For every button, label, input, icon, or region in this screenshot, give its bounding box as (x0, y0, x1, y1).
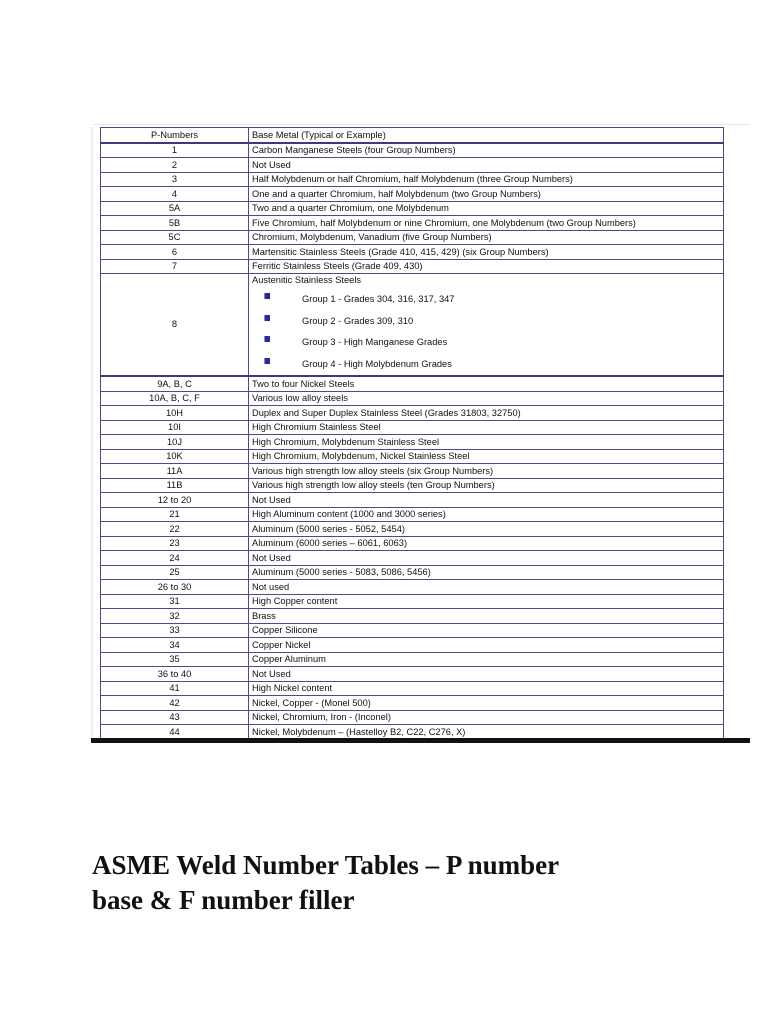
table-row (101, 652, 724, 667)
base-metal-cell: Not Used (249, 158, 724, 173)
table-body (101, 128, 724, 740)
table-row (101, 158, 724, 173)
base-metal-cell: Martensitic Stainless Steels (Grade 410, 415, 429) (six Group Numbers) (249, 245, 724, 260)
top-rule (93, 124, 750, 125)
table-row (101, 201, 724, 216)
grade-label: Group 4 - High Molybdenum Grades (302, 358, 452, 369)
table-row (101, 230, 724, 245)
base-metal-cell: Various high strength low alloy steels (six Group Numbers) (249, 464, 724, 479)
austenitic-title: Austenitic Stainless Steels (252, 275, 362, 285)
grade-label: Group 3 - High Manganese Grades (302, 337, 448, 347)
grade-label: Group 2 - Grades 309, 310 (302, 315, 414, 326)
p-number-cell: 6 (101, 245, 249, 260)
table-row (101, 623, 724, 638)
base-metal-cell: High Copper content (249, 594, 724, 609)
p-number-cell: 35 (101, 652, 249, 667)
table-row (101, 609, 724, 624)
base-metal-cell (249, 274, 724, 377)
table-row (101, 376, 724, 391)
bullet-icon (264, 315, 270, 321)
base-metal-cell: Aluminum (5000 series - 5083, 5086, 5456) (249, 565, 724, 580)
base-metal-cell: High Chromium, Molybdenum Stainless Steel (249, 435, 724, 450)
p-number-cell: 11B (101, 478, 249, 493)
table-header-row (101, 128, 724, 143)
table-row (101, 449, 724, 464)
p-number-cell: 5A (101, 201, 249, 216)
table-row (101, 143, 724, 158)
table-row (101, 725, 724, 740)
p-number-cell: 3 (101, 172, 249, 187)
p-number-cell: 8 (101, 274, 249, 377)
base-metal-cell: Not Used (249, 493, 724, 508)
table-row (101, 667, 724, 682)
grade-list (252, 289, 720, 375)
p-number-cell: 24 (101, 551, 249, 566)
base-metal-cell: Copper Aluminum (249, 652, 724, 667)
header-p-numbers: P-Numbers (101, 128, 249, 143)
table-row (101, 507, 724, 522)
table-row (101, 638, 724, 653)
p-number-cell: 34 (101, 638, 249, 653)
p-number-cell: 25 (101, 565, 249, 580)
table-row (101, 435, 724, 450)
base-metal-cell: Not used (249, 580, 724, 595)
p-number-cell: 23 (101, 536, 249, 551)
base-metal-cell: Half Molybdenum or half Chromium, half Molybdenum (three Group Numbers) (249, 172, 724, 187)
base-metal-cell: Various high strength low alloy steels (ten Group Numbers) (249, 478, 724, 493)
table-row (101, 172, 724, 187)
table-row-group-8 (101, 274, 724, 377)
p-number-cell: 10I (101, 420, 249, 435)
base-metal-cell: High Chromium, Molybdenum, Nickel Stainless Steel (249, 449, 724, 464)
p-number-cell: 9A, B, C (101, 376, 249, 391)
p-number-cell: 10H (101, 406, 249, 421)
p-number-cell: 12 to 20 (101, 493, 249, 508)
p-number-cell: 42 (101, 696, 249, 711)
base-metal-cell: Not Used (249, 667, 724, 682)
p-number-cell: 10J (101, 435, 249, 450)
base-metal-cell: Five Chromium, half Molybdenum or nine Chromium, one Molybdenum (two Group Numbers) (249, 216, 724, 231)
p-number-cell: 33 (101, 623, 249, 638)
base-metal-cell: Copper Nickel (249, 638, 724, 653)
base-metal-cell: Nickel, Chromium, Iron - (Inconel) (249, 710, 724, 725)
table-row (101, 580, 724, 595)
table-row (101, 565, 724, 580)
p-number-cell: 32 (101, 609, 249, 624)
table-row (101, 696, 724, 711)
base-metal-cell: Chromium, Molybdenum, Vanadium (five Group Numbers) (249, 230, 724, 245)
base-metal-cell: Various low alloy steels (249, 391, 724, 406)
p-number-cell: 41 (101, 681, 249, 696)
table-row (101, 551, 724, 566)
table-row (101, 216, 724, 231)
p-number-table (100, 127, 724, 740)
table-row (101, 406, 724, 421)
p-number-cell: 44 (101, 725, 249, 740)
p-number-cell: 21 (101, 507, 249, 522)
table-row (101, 536, 724, 551)
table-row (101, 493, 724, 508)
base-metal-cell: Duplex and Super Duplex Stainless Steel (Grades 31803, 32750) (249, 406, 724, 421)
base-metal-cell: High Aluminum content (1000 and 3000 series) (249, 507, 724, 522)
table-row (101, 522, 724, 537)
bullet-icon (264, 336, 270, 342)
base-metal-cell: Aluminum (6000 series – 6061, 6063) (249, 536, 724, 551)
table-row (101, 259, 724, 274)
table-row (101, 420, 724, 435)
table-row (101, 391, 724, 406)
base-metal-cell: Aluminum (5000 series - 5052, 5454) (249, 522, 724, 537)
p-number-cell: 10K (101, 449, 249, 464)
header-base-metal: Base Metal (Typical or Example) (249, 128, 724, 143)
left-edge (91, 127, 93, 740)
p-number-cell: 31 (101, 594, 249, 609)
page-caption (92, 848, 712, 918)
p-number-cell: 5C (101, 230, 249, 245)
p-number-cell: 43 (101, 710, 249, 725)
bottom-rule (91, 738, 750, 743)
table-row (101, 464, 724, 479)
list-item (252, 332, 720, 354)
base-metal-cell: Nickel, Molybdenum – (Hastelloy B2, C22, C276, X) (249, 725, 724, 740)
p-number-cell: 7 (101, 259, 249, 274)
base-metal-cell: Two to four Nickel Steels (249, 376, 724, 391)
base-metal-cell: Carbon Manganese Steels (four Group Numbers) (249, 143, 724, 158)
bullet-icon (264, 293, 270, 299)
base-metal-cell: Brass (249, 609, 724, 624)
base-metal-cell: High Chromium Stainless Steel (249, 420, 724, 435)
table-row (101, 710, 724, 725)
p-number-cell: 11A (101, 464, 249, 479)
base-metal-cell: One and a quarter Chromium, half Molybdenum (two Group Numbers) (249, 187, 724, 202)
p-number-cell: 2 (101, 158, 249, 173)
p-number-table-container (100, 127, 724, 740)
p-number-cell: 1 (101, 143, 249, 158)
base-metal-cell: Not Used (249, 551, 724, 566)
base-metal-cell: Nickel, Copper - (Monel 500) (249, 696, 724, 711)
p-number-cell: 26 to 30 (101, 580, 249, 595)
grade-label: Group 1 - Grades 304, 316, 317, 347 (302, 294, 455, 304)
base-metal-cell: Copper Silicone (249, 623, 724, 638)
caption-line-1: ASME Weld Number Tables – P number (92, 850, 560, 880)
list-item (252, 289, 720, 311)
p-number-cell: 36 to 40 (101, 667, 249, 682)
list-item (252, 354, 720, 376)
table-row (101, 245, 724, 260)
caption-line-2: base & F number filler (92, 885, 355, 915)
p-number-cell: 4 (101, 187, 249, 202)
p-number-cell: 22 (101, 522, 249, 537)
base-metal-cell: Two and a quarter Chromium, one Molybdenum (249, 201, 724, 216)
table-row (101, 594, 724, 609)
table-row (101, 681, 724, 696)
table-row (101, 187, 724, 202)
base-metal-cell: High Nickel content (249, 681, 724, 696)
bullet-icon (264, 358, 270, 364)
list-item (252, 311, 720, 333)
table-row (101, 478, 724, 493)
p-number-cell: 5B (101, 216, 249, 231)
base-metal-cell: Ferritic Stainless Steels (Grade 409, 430) (249, 259, 724, 274)
p-number-cell: 10A, B, C, F (101, 391, 249, 406)
